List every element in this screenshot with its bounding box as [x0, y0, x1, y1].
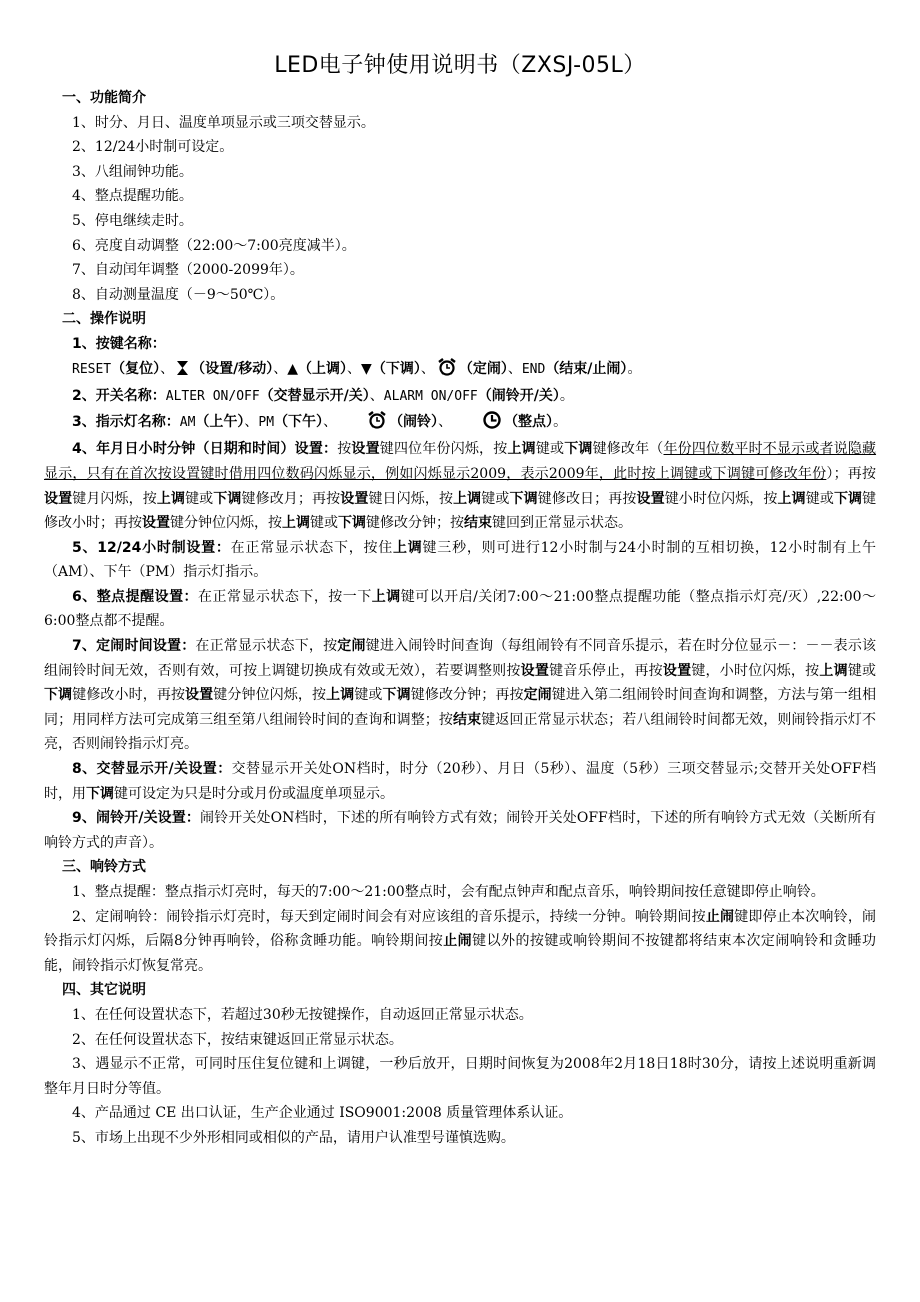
text: 键修改分钟；再按 [410, 687, 524, 704]
text: 键即停止本次响铃，闹铃指示灯闪烁，后隔8分钟再响铃，俗称贪睡功能。响铃期间按 [44, 908, 877, 950]
text: 键进入第二组闹铃时间查询和调整，方法与第一组相同；用同样方法可完成第三组至第八组闹铃时间的查询和调整；按 [44, 687, 877, 728]
ring-mode-chime: 1、整点提醒：整点指示灯亮时，每天的7:00～21:00整点时，会有配点钟声和配点音乐，响铃期间按任意键即停止响铃。 [72, 884, 825, 900]
feature-item: 1、时分、月日、温度单项显示或三项交替显示。 [72, 114, 375, 131]
text: 键或 [481, 490, 510, 507]
document-body [44, 86, 876, 1151]
period: 。 [553, 413, 568, 430]
reset-key-label: （复位） [111, 360, 161, 377]
text: 键或 [847, 662, 877, 679]
up-key-ref: 上调 [326, 687, 355, 704]
indicator-names-title: 3、指示灯名称： [72, 413, 180, 430]
text: 键修改年（ [592, 441, 664, 458]
set-key-ref: 设置 [340, 490, 369, 507]
text: 键日闪烁，按 [368, 490, 454, 507]
alarm-switch-name: ALARM ON/OFF [383, 389, 478, 405]
text: 键修改月；再按 [241, 490, 341, 507]
year-note-underlined: 年份四位数平时不显示或者说隐藏显示，只有在首次按设置键时借用四位数码闪烁显示，例如闪烁显示2009，表示2009年，此时按上调键或下调键可修改年份 [44, 441, 877, 482]
chime-setting-title: 6、整点提醒设置： [72, 588, 199, 605]
up-key-label: （上调） [298, 360, 348, 377]
am-indicator-label: （上午） [195, 413, 245, 430]
down-triangle-icon: ▼ [361, 360, 372, 377]
bell-indicator-label: （闹铃） [389, 413, 439, 430]
feature-item: 8、自动测量温度（－9～50℃）。 [72, 286, 285, 303]
down-key-ref: 下调 [44, 687, 73, 704]
datetime-setting-paragraph [44, 437, 876, 535]
text: 在正常显示状态下，按一下 [198, 588, 372, 605]
alternate-display-title: 8、交替显示开/关设置： [72, 761, 232, 778]
set-key-ref: 设置 [662, 662, 692, 679]
clock-icon [454, 411, 502, 438]
key-names-title: 1、按键名称： [72, 335, 166, 352]
alarm-setting-title: 7、定闹时间设置： [72, 638, 196, 655]
set-key-label: （设置/移动） [191, 360, 274, 377]
text: 键或 [185, 490, 214, 507]
alter-switch-name: ALTER ON/OFF [165, 389, 260, 405]
section-heading-ring-modes: 三、响铃方式 [62, 859, 146, 876]
down-key-ref: 下调 [86, 785, 114, 802]
down-key-ref: 下调 [382, 687, 411, 704]
section-heading-features: 一、功能简介 [62, 90, 146, 106]
text: 在正常显示状态下，按住 [230, 539, 394, 556]
separator: 、 [323, 413, 338, 430]
switch-names-paragraph [44, 384, 876, 410]
stop-key-ref: 止闹 [705, 908, 735, 925]
up-key-ref: 上调 [282, 515, 310, 532]
text: 键可设定为只是时分或月份或温度单项显示。 [114, 785, 394, 802]
note-item: 3、遇显示不正常，可同时压住复位键和上调键，一秒后放开，日期时间恢复为2008年2月18日18时30分，请按上述说明重新调整年月日时分等值。 [44, 1056, 876, 1097]
alarm-clock-icon [339, 411, 387, 438]
down-key-ref: 下调 [338, 515, 366, 532]
note-item: 5、市场上出现不少外形相同或相似的产品，请用户认准型号谨慎选购。 [72, 1129, 515, 1146]
end-key-label: （结束/止闹） [545, 360, 628, 377]
separator: 、 [273, 360, 288, 377]
key-names-paragraph [44, 332, 876, 357]
text: 键，小时位闪烁，按 [691, 662, 820, 679]
text: 键三秒，则可进行12小时制与24小时制的互相切换，12小时制有上午（AM）、下午（PM）指示灯指示。 [44, 539, 877, 581]
text: 键或 [805, 490, 834, 507]
set-key-ref: 设置 [142, 515, 170, 532]
up-key-ref: 上调 [393, 539, 423, 556]
down-key-ref: 下调 [509, 490, 538, 507]
set-key-ref: 设置 [351, 441, 380, 458]
alter-switch-label: （交替显示开/关） [259, 388, 370, 405]
end-key-ref: 结束 [453, 711, 482, 728]
text: 键分钟位闪烁，按 [170, 515, 282, 532]
chime-setting-paragraph [44, 585, 876, 634]
datetime-setting-title: 4、年月日小时分钟（日期和时间）设置： [72, 441, 338, 458]
text: 键修改日；再按 [537, 490, 637, 507]
period: 。 [627, 360, 642, 377]
alarm-switch-paragraph [44, 806, 876, 855]
text: 键或 [310, 515, 338, 532]
stop-key-ref: 止闹 [443, 933, 473, 950]
text: 键回到正常显示状态。 [492, 515, 632, 532]
feature-item: 4、整点提醒功能。 [72, 188, 193, 205]
feature-item: 3、八组闹钟功能。 [72, 163, 193, 180]
up-key-ref: 上调 [819, 662, 848, 679]
up-key-ref: 上调 [453, 490, 482, 507]
separator: 、 [369, 388, 384, 405]
alternate-display-paragraph [44, 757, 876, 806]
separator: 、 [438, 413, 453, 430]
alarm-clock-icon [437, 358, 457, 385]
text: 按 [337, 441, 352, 458]
text: 2、定闹响铃：闹铃指示灯亮时，每天到定闹时间会有对应该组的音乐提示，持续一分钟。响铃期间按 [72, 908, 706, 925]
document-title: LED电子钟使用说明书（ZXSJ-05L） [274, 53, 646, 78]
feature-item: 6、亮度自动调整（22:00～7:00亮度减半）。 [72, 237, 356, 254]
text: 键可以开启/关闭7:00～21:00整点提醒功能（整点指示灯亮/灭）,22:00～6:00整点都不提醒。 [44, 588, 877, 630]
hour-format-paragraph [44, 536, 876, 585]
text: 键小时位闪烁，按 [664, 490, 778, 507]
separator: 、 [420, 360, 435, 377]
up-key-ref: 上调 [371, 588, 401, 605]
set-key-ref: 设置 [520, 662, 550, 679]
end-key-name: END [521, 361, 546, 377]
period: 。 [559, 388, 574, 405]
separator: 、 [160, 360, 175, 377]
alarm-key-ref: 定闹 [337, 638, 366, 655]
separator: 、 [244, 413, 259, 430]
feature-item: 2、12/24小时制可设定。 [72, 139, 234, 156]
text: 键修改分钟；按 [366, 515, 464, 532]
hourglass-icon [176, 360, 189, 385]
down-key-ref: 下调 [564, 441, 593, 458]
pm-indicator-label: （下午） [274, 413, 324, 430]
down-key-ref: 下调 [833, 490, 863, 507]
pm-indicator-name: PM [258, 414, 275, 430]
alarm-key-ref: 定闹 [523, 687, 552, 704]
down-key-label: （下调） [371, 360, 421, 377]
up-key-ref: 上调 [507, 441, 536, 458]
text: 键分钟位闪烁，按 [213, 687, 327, 704]
alarm-switch-label: （闹铃开/关） [477, 388, 560, 405]
alarm-setting-paragraph [44, 634, 876, 757]
set-key-ref: 设置 [44, 490, 73, 507]
up-key-ref: 上调 [156, 490, 186, 507]
text: 在正常显示状态下，按 [195, 638, 338, 655]
text: 键进入闹铃时间查询（每组闹铃有不同音乐提示，若在时分位显示－：－－表示该组闹铃时间无效，否则有效，可按上调键切换成有效或无效），若要调整则按 [44, 638, 877, 679]
note-item: 4、产品通过 CE 出口认证，生产企业通过 ISO9001:2008 质量管理体系认证。 [72, 1105, 573, 1122]
switch-names-title: 2、开关名称： [72, 388, 166, 405]
up-triangle-icon: ▲ [287, 360, 299, 377]
key-names-line [44, 357, 876, 385]
hour-indicator-label: （整点） [504, 413, 554, 430]
text: ）；再按 [826, 465, 876, 482]
note-item: 2、在任何设置状态下，按结束键返回正常显示状态。 [72, 1031, 403, 1048]
section-heading-operation: 二、操作说明 [62, 311, 146, 328]
text: 键修改小时；再按 [44, 490, 877, 532]
ring-mode-alarm [44, 905, 876, 979]
text: 键音乐停止，再按 [549, 662, 663, 679]
indicator-names-paragraph [44, 410, 876, 438]
hour-format-title: 5、12/24小时制设置： [72, 539, 231, 556]
text: 交替显示开关处ON档时，时分（20秒）、月日（5秒）、温度（5秒）三项交替显示;交替开关处OFF档时，用 [44, 761, 876, 802]
text: 键或 [535, 441, 565, 458]
set-key-ref: 设置 [636, 490, 665, 507]
separator: 、 [347, 360, 362, 377]
feature-item: 7、自动闰年调整（2000-2099年）。 [72, 262, 304, 279]
down-key-ref: 下调 [213, 490, 242, 507]
am-indicator-name: AM [179, 414, 196, 430]
text: 键以外的按键或响铃期间不按键都将结束本次定闹响铃和贪睡功能，闹铃指示灯恢复常亮。 [44, 933, 877, 974]
alarm-key-label: （定闹） [458, 360, 508, 377]
text: 闹铃开关处ON档时，下述的所有响铃方式有效；闹铃开关处OFF档时，下述的所有响铃方式无效（关断所有响铃方式的声音）。 [44, 810, 876, 851]
feature-item: 5、停电继续走时。 [72, 212, 193, 229]
text: 键月闪烁，按 [72, 490, 157, 507]
text: 键修改小时，再按 [72, 687, 186, 704]
set-key-ref: 设置 [185, 687, 214, 704]
alarm-switch-title: 9、闹铃开/关设置： [72, 810, 201, 827]
section-heading-other-notes: 四、其它说明 [62, 982, 146, 999]
reset-key-name: RESET [72, 361, 112, 377]
text: 键或 [354, 687, 383, 704]
text: 键四位年份闪烁，按 [379, 441, 508, 458]
separator: 、 [507, 360, 522, 377]
note-item: 1、在任何设置状态下，若超过30秒无按键操作，自动返回正常显示状态。 [72, 1006, 533, 1023]
up-key-ref: 上调 [777, 490, 806, 507]
text: 键返回正常显示状态；若八组闹铃时间都无效，则闹铃指示灯不亮，否则闹铃指示灯亮。 [44, 711, 877, 753]
end-key-ref: 结束 [464, 515, 492, 532]
